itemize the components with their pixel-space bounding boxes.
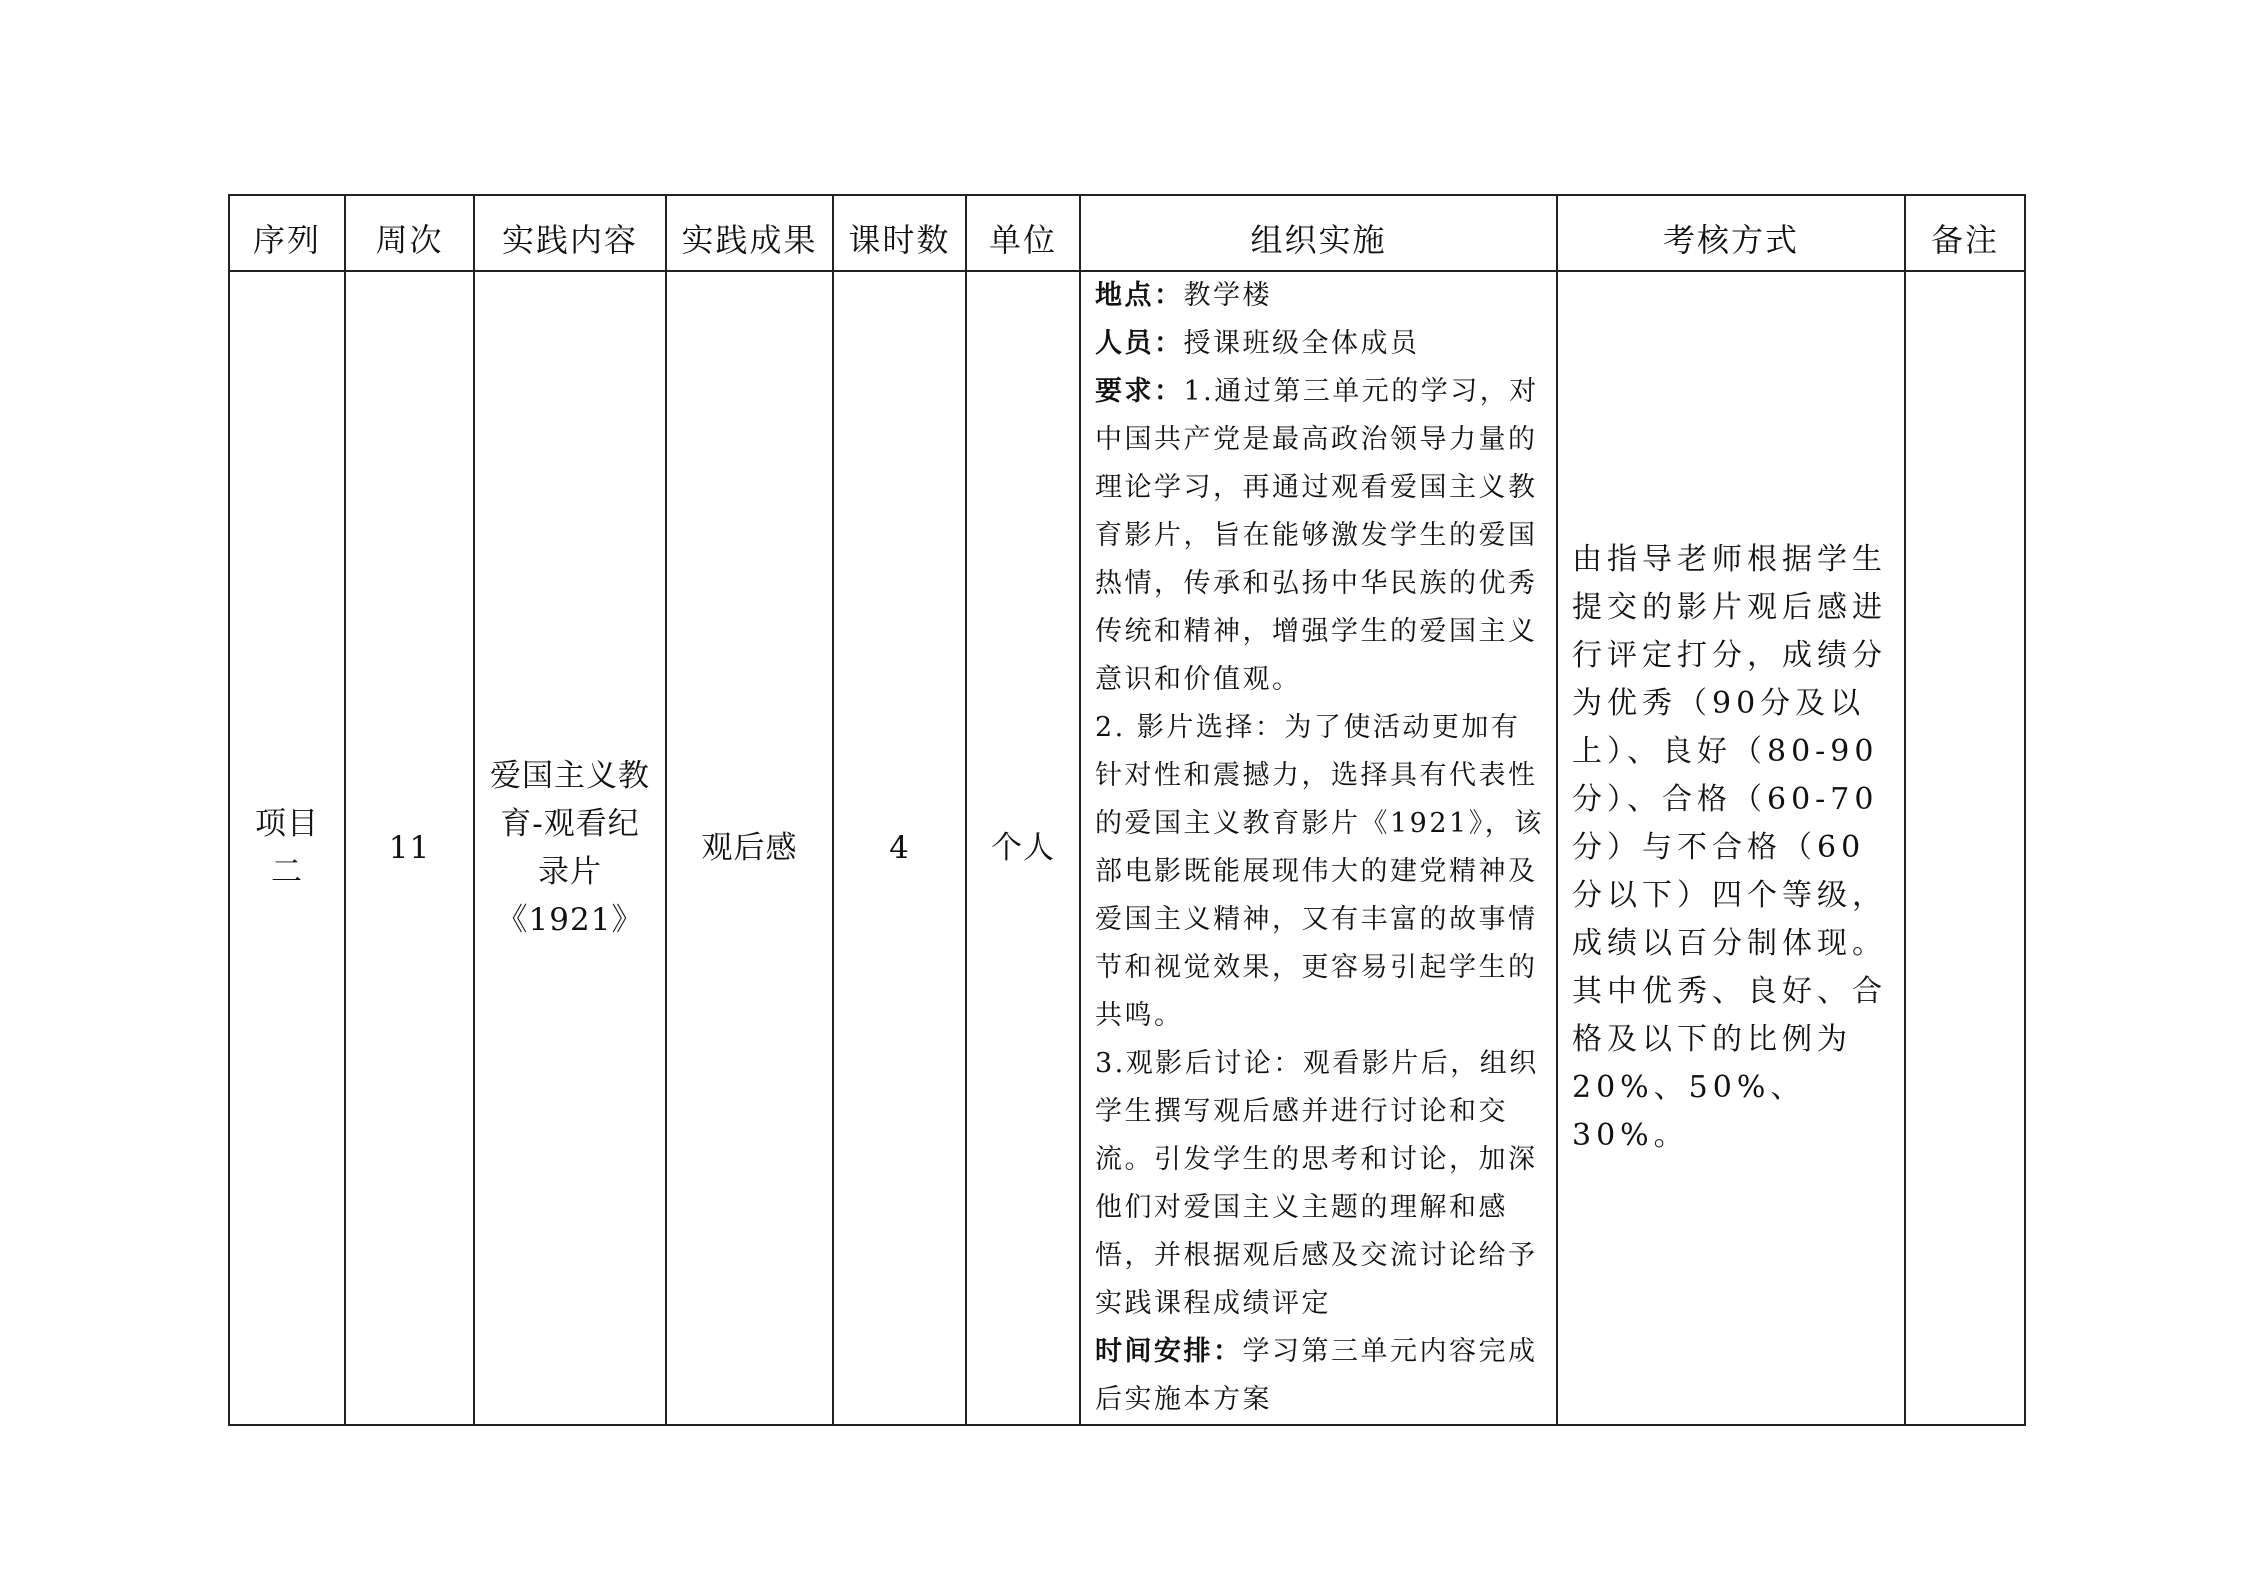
header-hours: 课时数 xyxy=(833,195,966,271)
location-line xyxy=(1095,272,1544,320)
cell-content xyxy=(474,271,666,1425)
header-result: 实践成果 xyxy=(666,195,833,271)
result-value: 观后感 xyxy=(701,830,798,866)
header-unit: 单位 xyxy=(966,195,1080,271)
cell-result xyxy=(666,271,833,1425)
location-value: 教学楼 xyxy=(1183,280,1272,311)
hours-value: 4 xyxy=(889,830,910,866)
header-implementation: 组织实施 xyxy=(1080,195,1557,271)
cell-assessment xyxy=(1557,271,1905,1425)
people-key: 人员： xyxy=(1095,328,1184,359)
requirement-1-text: 1.通过第三单元的学习，对中国共产党是最高政治领导力量的理论学习，再通过观看爱国主义教育影片，旨在能够激发学生的爱国热情，传承和弘扬中华民族的优秀传统和精神，增强学生的爱国主义意识和价值观。 xyxy=(1095,376,1539,695)
header-content: 实践内容 xyxy=(474,195,666,271)
content-line-2: 育-观看纪 xyxy=(500,806,640,842)
assessment-text: 由指导老师根据学生提交的影片观后感进行评定打分，成绩分为优秀（90分及以上）、良好（80-90分）、合格（60-70分）与不合格（60分以下）四个等级，成绩以百分制体现。其中优秀、良好、合格及以下的比例为20%、50%、30%。 xyxy=(1572,542,1887,1153)
cell-unit xyxy=(966,271,1080,1425)
content-line-1: 爱国主义教 xyxy=(490,758,650,794)
header-assessment: 考核方式 xyxy=(1557,195,1905,271)
header-notes: 备注 xyxy=(1905,195,2025,271)
schedule-line xyxy=(1095,1328,1544,1424)
content-line-4: 《1921》 xyxy=(496,902,644,938)
requirement-paragraph-3: 3.观影后讨论：观看影片后，组织学生撰写观后感并进行讨论和交流。引发学生的思考和讨论，加深他们对爱国主义主题的理解和感悟，并根据观后感及交流讨论给予实践课程成绩评定 xyxy=(1095,1048,1539,1319)
cell-implementation xyxy=(1080,271,1557,1425)
seq-line-1: 项目 xyxy=(255,806,319,842)
week-value: 11 xyxy=(388,830,431,866)
people-value: 授课班级全体成员 xyxy=(1183,328,1420,359)
location-key: 地点： xyxy=(1095,280,1184,311)
schedule-key: 时间安排： xyxy=(1095,1336,1243,1367)
unit-value: 个人 xyxy=(991,830,1055,866)
requirement-paragraph-2: 2. 影片选择：为了使活动更加有针对性和震撼力，选择具有代表性的爱国主义教育影片《1921》，该部电影既能展现伟大的建党精神及爱国主义精神，又有丰富的故事情节和视觉效果，更容易引起学生的共鸣。 xyxy=(1095,712,1544,1031)
table-row xyxy=(229,271,2025,1425)
header-seq: 序列 xyxy=(229,195,345,271)
cell-seq xyxy=(229,271,345,1425)
people-line xyxy=(1095,320,1544,368)
header-week: 周次 xyxy=(345,195,474,271)
content-line-3: 录片 xyxy=(538,854,602,890)
schedule-value: 学习第三单元内容完成后实施本方案 xyxy=(1095,1336,1538,1415)
implementation-text xyxy=(1095,272,1544,1424)
cell-week xyxy=(345,271,474,1425)
table-header-row xyxy=(229,195,2025,271)
cell-hours xyxy=(833,271,966,1425)
seq-line-2: 二 xyxy=(271,854,303,890)
cell-notes xyxy=(1905,271,2025,1425)
practice-plan-table xyxy=(228,194,2026,1426)
requirement-paragraph-1 xyxy=(1095,368,1544,704)
requirement-key: 要求： xyxy=(1095,376,1184,407)
